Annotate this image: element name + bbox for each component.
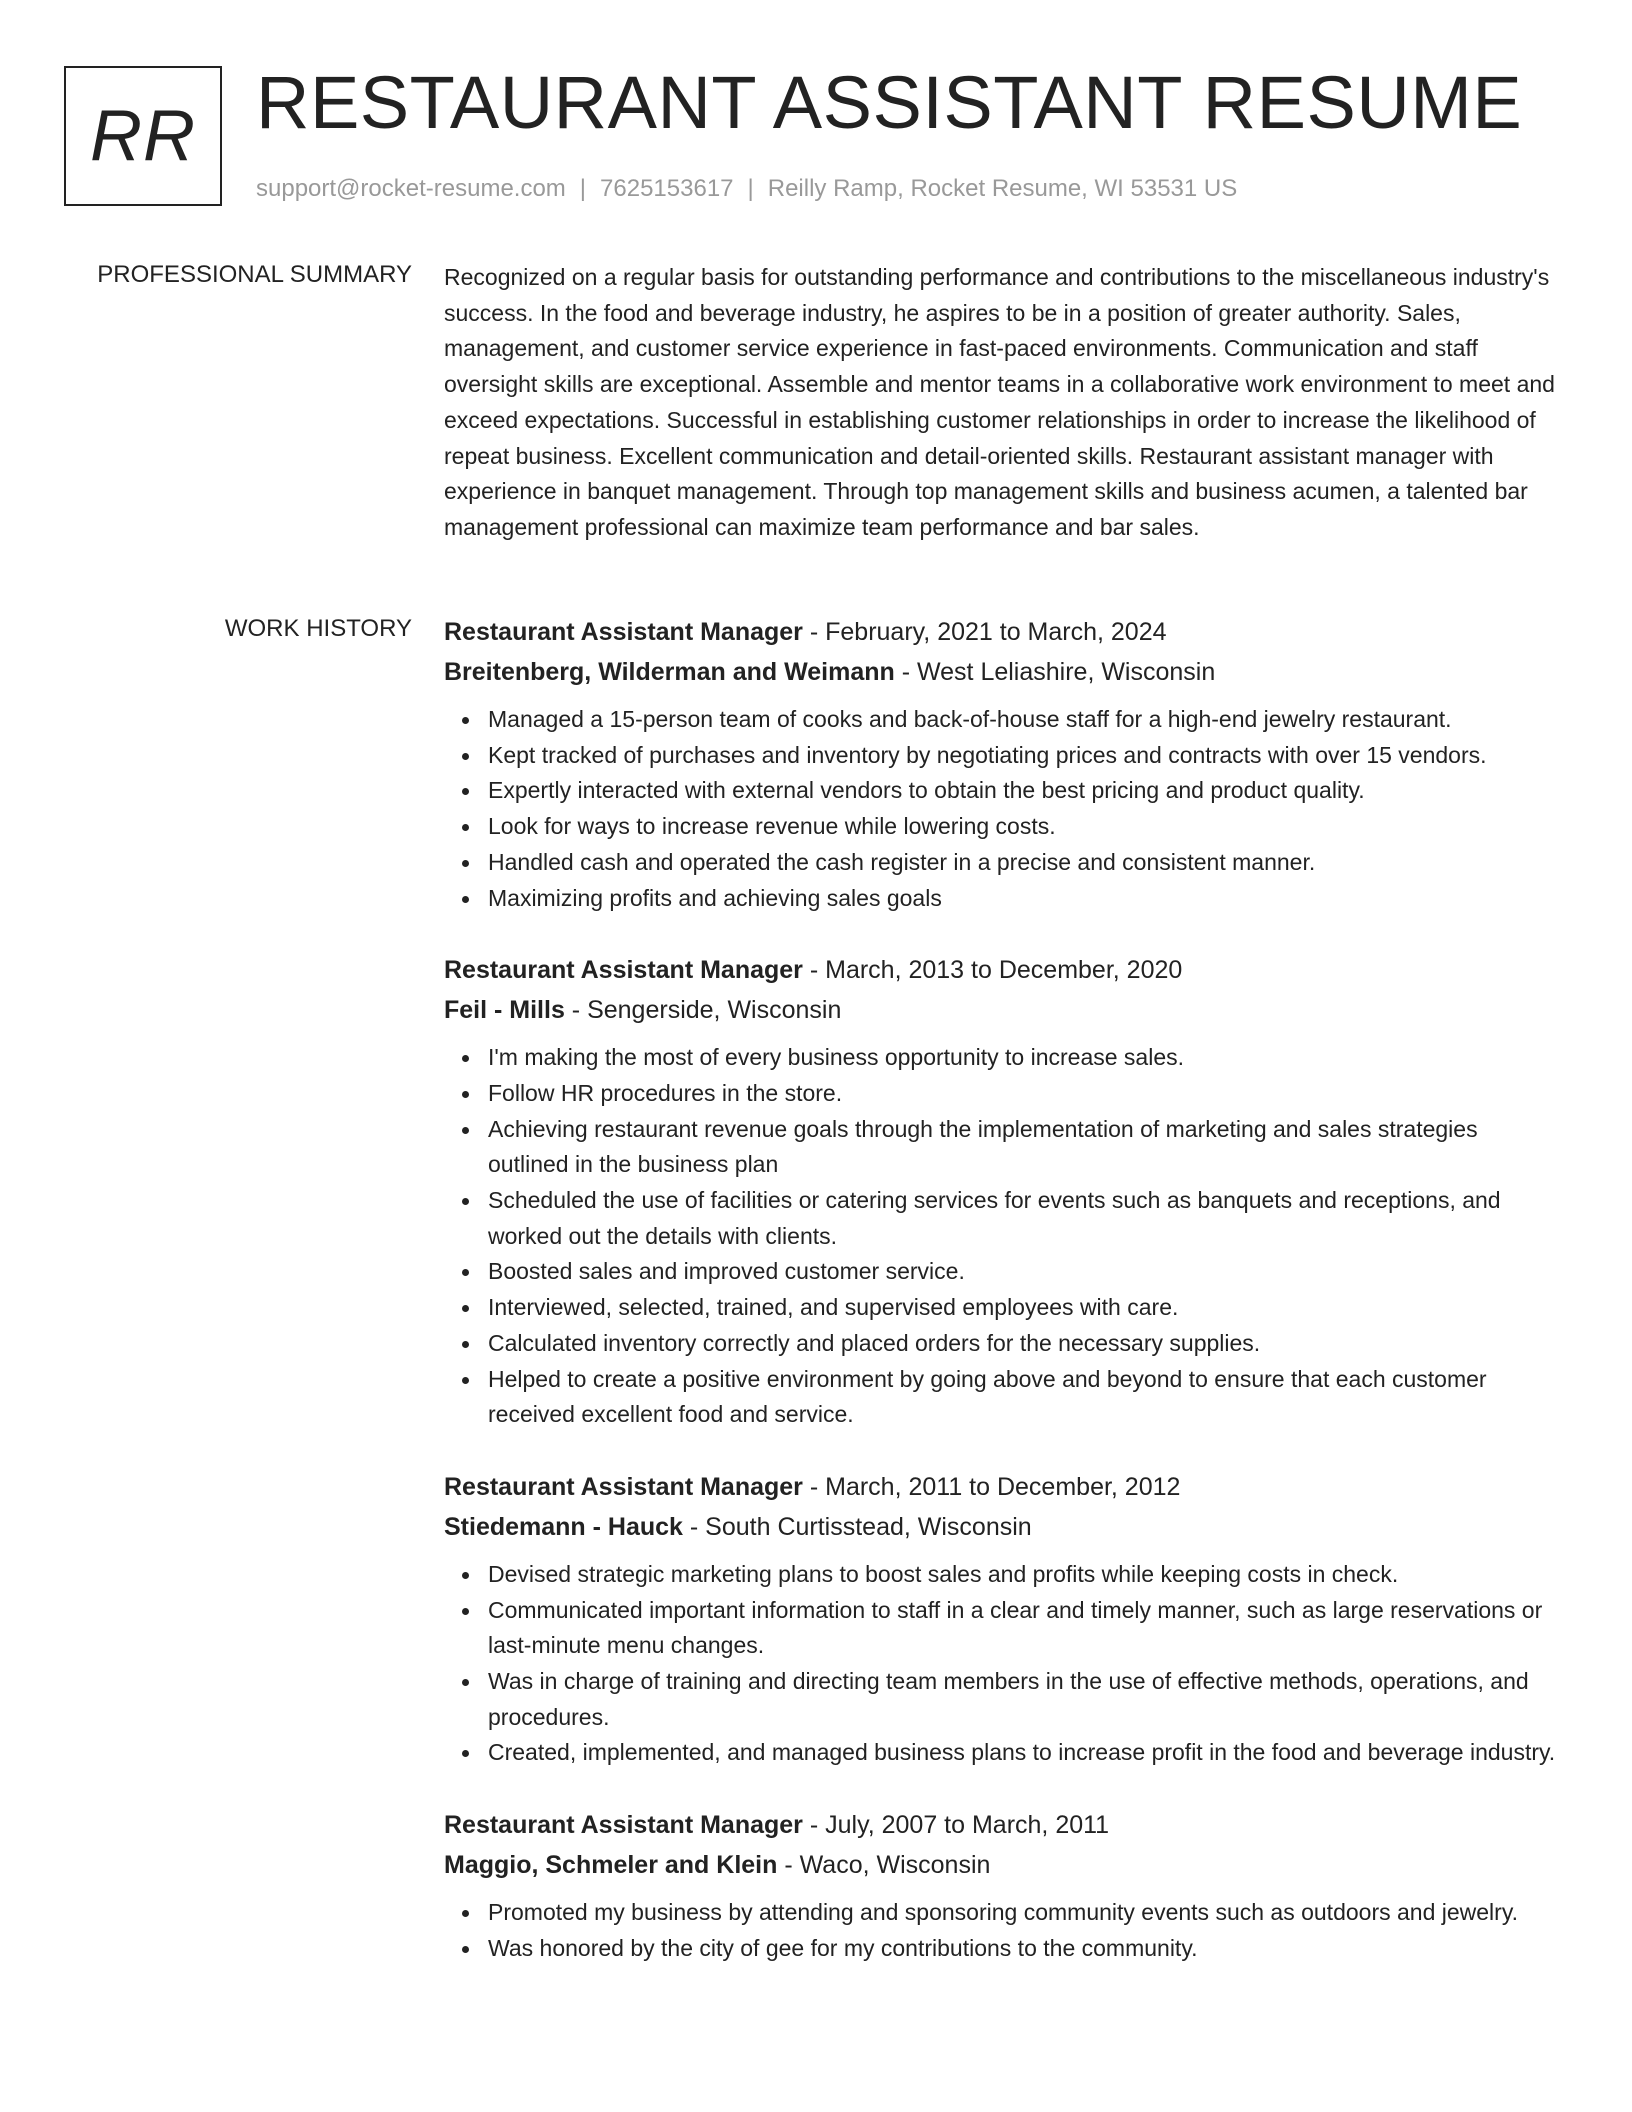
job-dates: March, 2011 to December, 2012 [825,1472,1181,1501]
work-history-list [444,612,1564,2001]
contact-separator: | [747,175,754,202]
job-bullet: Handled cash and operated the cash register in a precise and consistent manner. [488,845,1564,881]
job-bullet: Look for ways to increase revenue while lowering costs. [488,809,1564,845]
job-title-line [444,950,1564,990]
dash-separator: - [802,956,826,985]
job-bullet: Achieving restaurant revenue goals through the implementation of marketing and sales strategies outlined in the business plan [488,1112,1564,1183]
contact-line [256,174,1237,204]
job-bullet: Was in charge of training and directing team members in the use of effective methods, operations, and procedures. [488,1664,1564,1735]
contact-phone: 7625153617 [600,175,734,202]
job-title-line [444,1805,1564,1845]
job-company-line [444,990,1564,1030]
job-bullet: Follow HR procedures in the store. [488,1076,1564,1112]
contact-email: support@rocket-resume.com [256,175,566,202]
job-company-line [444,652,1564,692]
job-entry [444,612,1564,916]
professional-summary-heading: PROFESSIONAL SUMMARY [97,261,412,288]
professional-summary-text: Recognized on a regular basis for outstanding performance and contributions to the miscellaneous industry's success. In the food and beverage industry, he aspires to be in a position of greater authority. Sales, management, and customer service experience in fast-paced environments. Communication and staff oversight skills are exceptional. Assemble and mentor teams in a collaborative work environment to meet and exceed expectations. Successful in establishing customer relationships in order to increase the likelihood of repeat business. Excellent communication and detail-oriented skills. Restaurant assistant manager with experience in banquet management. Through top management skills and business acumen, a talented bar management professional can maximize team performance and bar sales. [444,264,1555,540]
job-bullet: Scheduled the use of facilities or catering services for events such as banquets and receptions, and worked out the details with clients. [488,1183,1564,1254]
job-bullet-list [444,702,1564,916]
contact-address: Reilly Ramp, Rocket Resume, WI 53531 US [767,175,1238,202]
job-location: Waco, Wisconsin [799,1851,991,1880]
job-bullet: Kept tracked of purchases and inventory by negotiating prices and contracts with over 15 vendors. [488,738,1564,774]
job-location: South Curtisstead, Wisconsin [705,1512,1032,1541]
job-bullet-list [444,1040,1564,1433]
job-company-line [444,1845,1564,1885]
dash-separator: - [802,1472,826,1501]
job-bullet: Expertly interacted with external vendors to obtain the best pricing and product quality. [488,773,1564,809]
dash-separator: - [894,658,917,686]
job-company: Breitenberg, Wilderman and Weimann [444,658,895,686]
job-bullet: Maximizing profits and achieving sales goals [488,881,1564,917]
job-title: Restaurant Assistant Manager [444,1811,803,1840]
job-bullet: Interviewed, selected, trained, and supervised employees with care. [488,1290,1564,1326]
job-dates: July, 2007 to March, 2011 [825,1811,1110,1840]
job-entry [444,1467,1564,1771]
job-entry [444,1805,1564,1966]
dash-separator: - [777,1851,800,1880]
job-location: West Leliashire, Wisconsin [917,658,1216,686]
job-company: Stiedemann - Hauck [444,1512,683,1541]
job-bullet: Helped to create a positive environment by going above and beyond to ensure that each customer received excellent food and service. [488,1362,1564,1433]
job-bullet: Boosted sales and improved customer service. [488,1254,1564,1290]
job-bullet: Devised strategic marketing plans to boost sales and profits while keeping costs in check. [488,1557,1564,1593]
job-title: Restaurant Assistant Manager [444,1472,803,1501]
job-entry [444,950,1564,1433]
job-bullet: Communicated important information to staff in a clear and timely manner, such as large reservations or last-minute menu changes. [488,1593,1564,1664]
job-bullet: Was honored by the city of gee for my contributions to the community. [488,1931,1564,1967]
job-bullet: I'm making the most of every business opportunity to increase sales. [488,1040,1564,1076]
dash-separator: - [682,1512,706,1541]
resume-title: RESTAURANT ASSISTANT RESUME [256,61,1523,144]
work-history-heading: WORK HISTORY [224,615,412,642]
job-company: Maggio, Schmeler and Klein [444,1851,778,1880]
job-title-line [444,612,1564,652]
job-dates: February, 2021 to March, 2024 [825,618,1167,646]
contact-separator: | [579,175,587,202]
job-company-line [444,1507,1564,1547]
monogram-logo: RR [64,66,222,206]
dash-separator: - [802,1811,826,1840]
job-bullet: Calculated inventory correctly and placed orders for the necessary supplies. [488,1326,1564,1362]
job-bullet-list [444,1895,1564,1966]
job-location: Sengerside, Wisconsin [587,996,842,1025]
dash-separator: - [564,996,588,1025]
job-bullet: Managed a 15-person team of cooks and back-of-house staff for a high-end jewelry restaurant. [488,702,1564,738]
job-title-line [444,1467,1564,1507]
dash-separator: - [802,618,826,646]
job-title: Restaurant Assistant Manager [444,618,803,646]
job-bullet: Created, implemented, and managed business plans to increase profit in the food and beverage industry. [488,1735,1564,1771]
job-bullet: Promoted my business by attending and sponsoring community events such as outdoors and jewelry. [488,1895,1564,1931]
job-bullet-list [444,1557,1564,1771]
job-title: Restaurant Assistant Manager [444,956,803,985]
job-company: Feil - Mills [444,996,565,1025]
job-dates: March, 2013 to December, 2020 [825,956,1183,985]
